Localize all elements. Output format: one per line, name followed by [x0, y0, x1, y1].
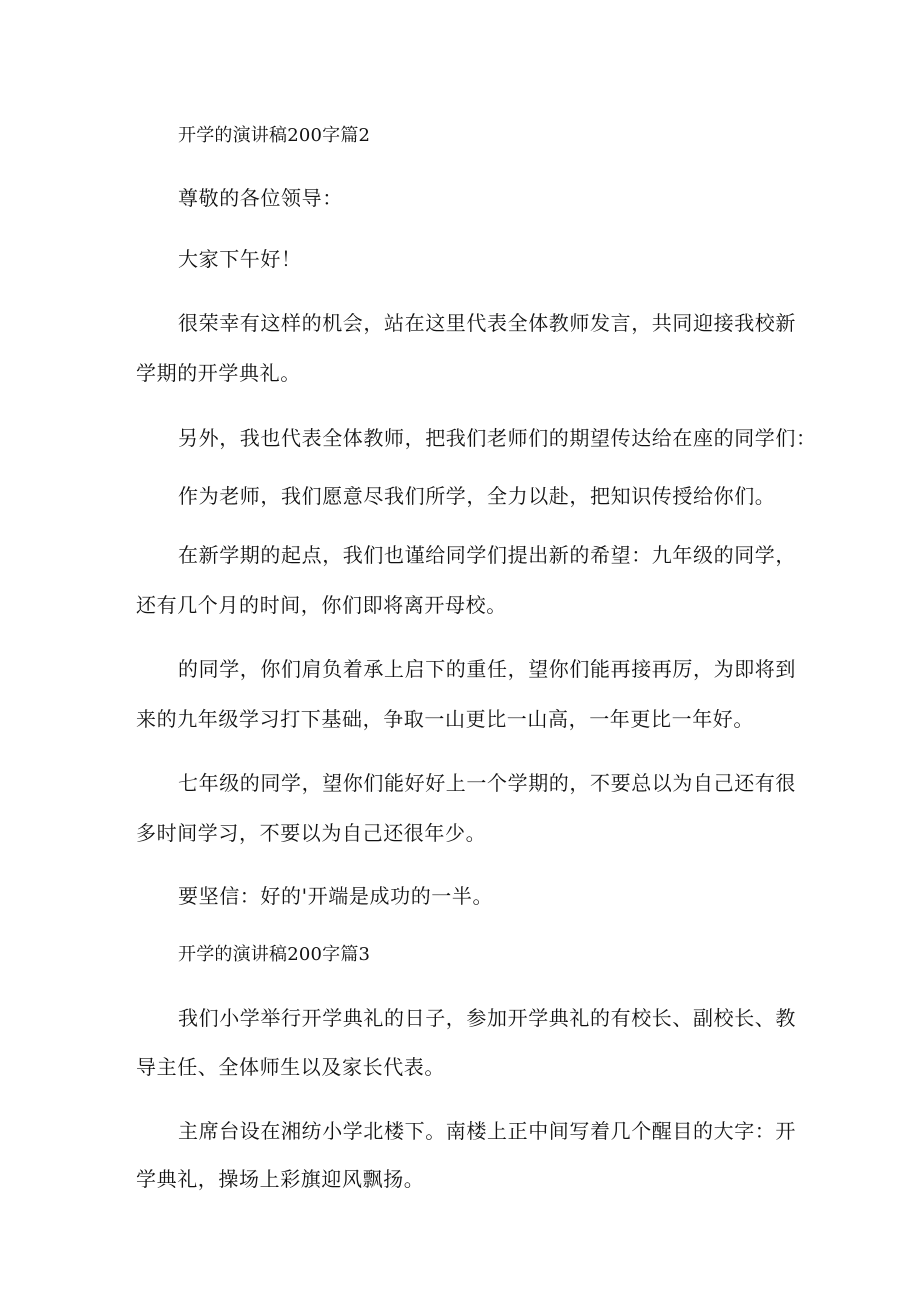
paragraph-line: 我们小学举行开学典礼的日子，参加开学典礼的有校长、副校长、教 [178, 1006, 796, 1030]
greeting: 大家下午好！ [178, 247, 302, 271]
paragraph-line: 多时间学习，不要以为自己还很年少。 [136, 821, 487, 845]
paragraph-line: 在新学期的起点，我们也谨给同学们提出新的希望：九年级的同学， [178, 543, 796, 567]
paragraph-line: 很荣幸有这样的机会，站在这里代表全体教师发言，共同迎接我校新 [178, 311, 796, 335]
paragraph-line: 另外，我也代表全体教师，把我们老师们的期望传达给在座的同学们： [178, 426, 817, 450]
paragraph-line: 学期的开学典礼。 [136, 361, 301, 385]
paragraph-line: 还有几个月的时间，你们即将离开母校。 [136, 593, 507, 617]
paragraph-line: 七年级的同学，望你们能好好上一个学期的，不要总以为自己还有很 [178, 771, 796, 795]
paragraph-line: 导主任、全体师生以及家长代表。 [136, 1055, 445, 1079]
paragraph-line: 的同学，你们肩负着承上启下的重任，望你们能再接再厉，为即将到 [178, 657, 796, 681]
paragraph-line: 作为老师，我们愿意尽我们所学，全力以赴，把知识传授给你们。 [178, 484, 776, 508]
paragraph-line: 来的九年级学习打下基础，争取一山更比一山高，一年更比一年好。 [136, 707, 754, 731]
section-heading-2: 开学的演讲稿200字篇2 [178, 125, 371, 146]
paragraph-line: 学典礼，操场上彩旗迎风飘扬。 [136, 1167, 425, 1191]
salutation: 尊敬的各位领导： [178, 186, 343, 210]
section-heading-3: 开学的演讲稿200字篇3 [178, 944, 371, 965]
paragraph-line: 主席台设在湘纺小学北楼下。南楼上正中间写着几个醒目的大字：开 [178, 1119, 796, 1143]
paragraph-line: 要坚信：好的'开端是成功的一半。 [178, 884, 494, 908]
